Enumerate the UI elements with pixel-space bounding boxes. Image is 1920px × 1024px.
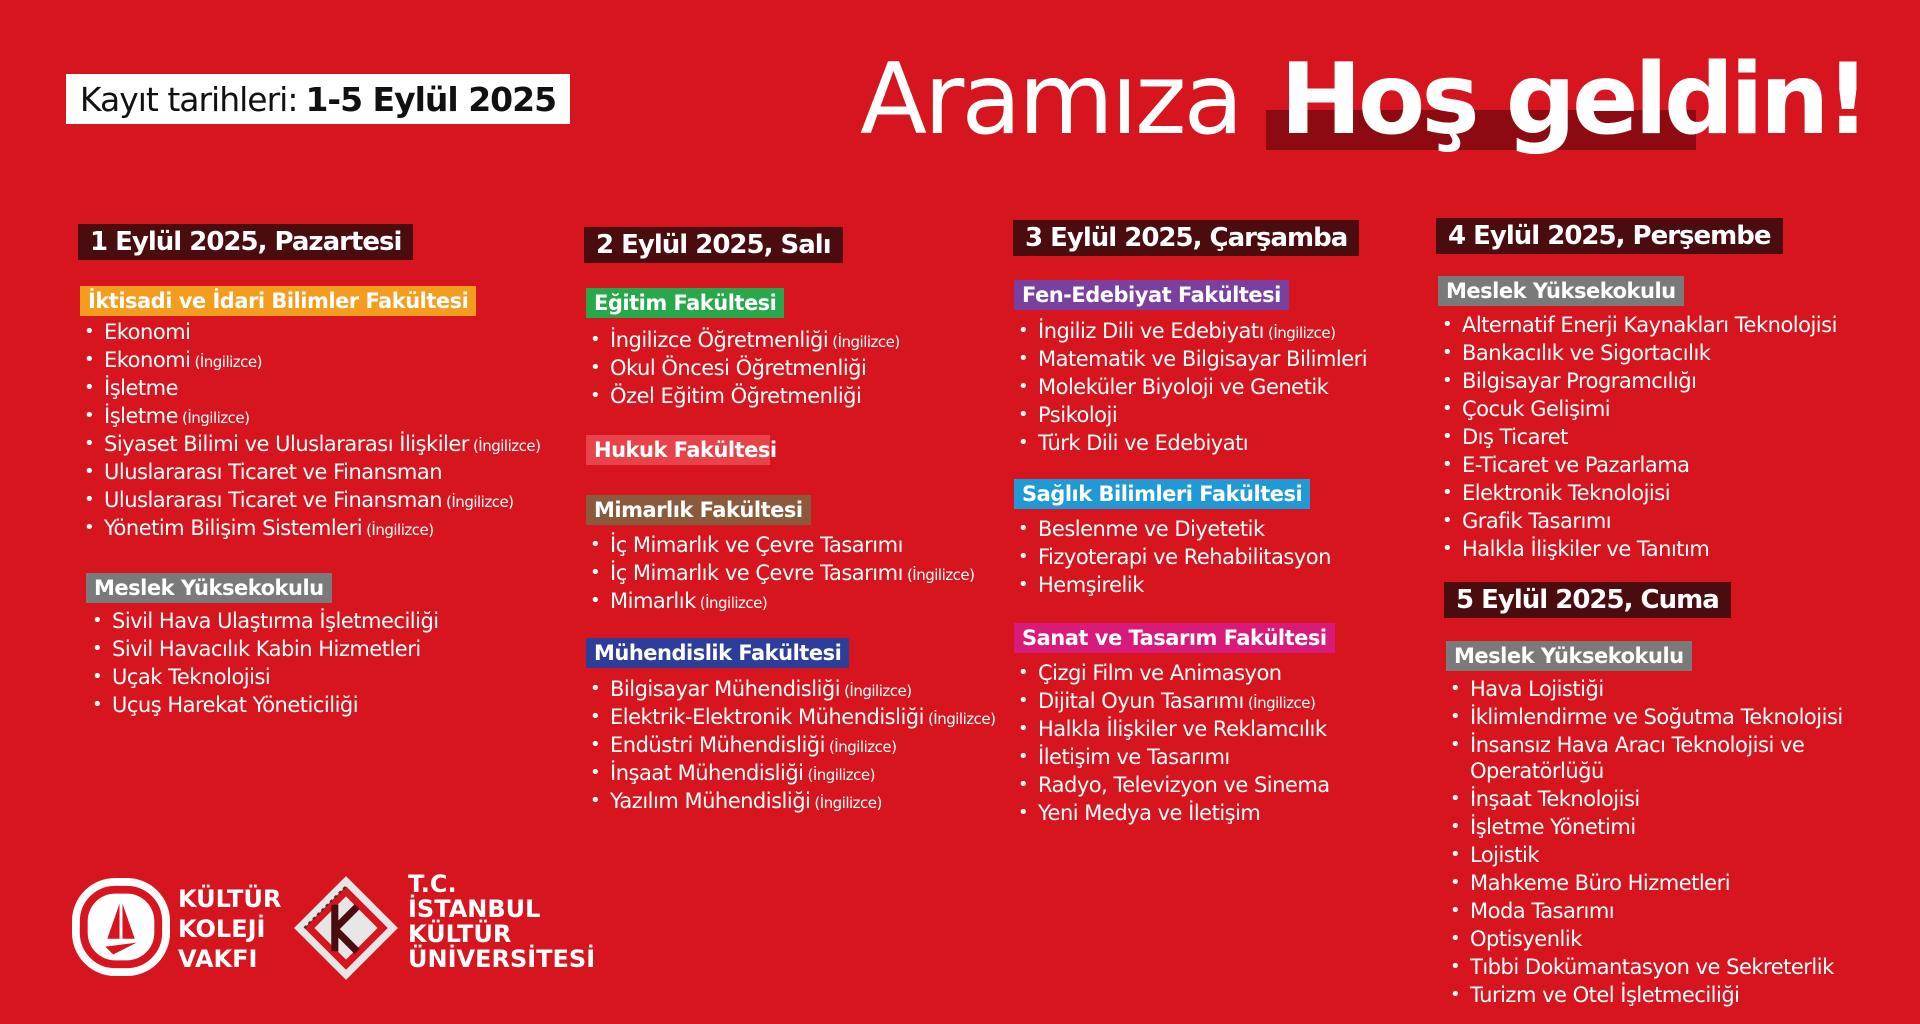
program-item [84,515,540,543]
program-name: Elektrik-Elektronik Mühendisliği [610,705,924,729]
program-item [1442,452,1841,480]
program-item [92,608,443,636]
faculty-muhendislik: Mühendislik Fakültesi [586,638,849,668]
logo2-line: İSTANBUL [408,895,541,923]
program-item [92,692,443,720]
program-name: İnşaat Mühendisliği [610,761,804,785]
headline [860,30,1870,170]
program-list-muhendislik [590,676,995,816]
program-language-note: (İngilizce) [906,566,975,584]
program-name: Turizm ve Otel İşletmeciliği [1470,983,1740,1007]
registration-dates: 1-5 Eylül 2025 [305,79,557,119]
program-name: İşletme Yönetimi [1470,815,1636,839]
logo2-line: KÜLTÜR [408,920,512,948]
program-name: Türk Dili ve Edebiyatı [1038,431,1249,455]
program-item [1450,676,1847,704]
program-name: Dijital Oyun Tasarımı [1038,689,1244,713]
program-item [84,431,540,459]
program-item [1450,814,1847,842]
program-name: İngiliz Dili ve Edebiyatı [1038,319,1264,343]
program-item [84,459,540,487]
program-item [1018,346,1371,374]
program-name: İklimlendirme ve Soğutma Teknolojisi [1470,705,1843,729]
program-name: Bilgisayar Programcılığı [1462,369,1697,393]
day-header-5: 5 Eylül 2025, Cuma [1444,582,1731,618]
program-name: Beslenme ve Diyetetik [1038,517,1265,541]
program-name: Yeni Medya ve İletişim [1038,801,1261,825]
program-name: Alternatif Enerji Kaynakları Teknolojisi [1462,313,1837,337]
program-language-note: (İngilizce) [699,594,768,612]
program-item [1018,318,1371,346]
program-item [590,704,995,732]
program-item [590,383,900,411]
program-name: Ekonomi [104,320,191,344]
program-name: Dış Ticaret [1462,425,1568,449]
program-item [92,664,443,692]
program-name: İnşaat Teknolojisi [1470,787,1640,811]
program-language-note: (İngilizce) [1267,324,1336,342]
program-item [590,532,974,560]
program-item [1450,732,1830,786]
faculty-fen-edebiyat: Fen-Edebiyat Fakültesi [1014,280,1289,310]
program-name: İngilizce Öğretmenliği [610,328,829,352]
program-name: Halkla İlişkiler ve Reklamcılık [1038,717,1327,741]
program-item [1450,926,1847,954]
program-list-sanat [1018,660,1334,828]
logo1-line: KOLEJİ [178,915,266,943]
program-name: Lojistik [1470,843,1540,867]
program-item [590,760,995,788]
program-name: İşletme [104,404,178,428]
program-list-iibf [84,319,540,543]
registration-label: Kayıt tarihleri: [79,79,298,119]
faculty-saglik: Sağlık Bilimleri Fakültesi [1014,479,1310,509]
program-name: Elektronik Teknolojisi [1462,481,1671,505]
headline-bold: Hoş geldin! [1280,43,1867,157]
program-name: Moleküler Biyoloji ve Genetik [1038,375,1329,399]
program-item [1018,544,1335,572]
program-name: Çizgi Film ve Animasyon [1038,661,1282,685]
program-name: Okul Öncesi Öğretmenliği [610,356,867,380]
program-language-note: (İngilizce) [182,409,250,427]
program-item [84,347,540,375]
program-name: Siyaset Bilimi ve Uluslararası İlişkiler [104,432,469,456]
program-name: Mahkeme Büro Hizmetleri [1470,871,1731,895]
program-list-egitim [590,327,900,411]
program-language-note: (İngilizce) [927,710,996,728]
program-item [590,588,974,616]
logo1-line: VAKFI [178,945,258,973]
program-item [1018,772,1334,800]
program-name: Optisyenlik [1470,927,1582,951]
program-language-note: (İngilizce) [807,766,876,784]
program-name: Sivil Havacılık Kabin Hizmetleri [112,637,421,661]
program-list-saglik [1018,516,1335,600]
program-language-note: (İngilizce) [814,794,882,812]
program-name: Radyo, Televizyon ve Sinema [1038,773,1330,797]
program-item [590,788,995,816]
program-language-note: (İngilizce) [828,738,897,756]
program-item [1442,508,1841,536]
program-name: Sivil Hava Ulaştırma İşletmeciliği [112,609,439,633]
program-list-fen-edebiyat [1018,318,1371,458]
program-language-note: (İngilizce) [472,437,541,455]
iku-logo-text [408,872,595,972]
program-item [1450,704,1847,732]
program-name: Tıbbi Dokümantasyon ve Sekreterlik [1470,955,1834,979]
program-item [1018,688,1334,716]
program-list-meslek-day5 [1450,676,1847,1010]
program-name: İç Mimarlık ve Çevre Tasarımı [610,533,903,557]
logo2-line: T.C. [408,870,457,898]
program-item [1018,402,1371,430]
registration-dates-box [66,74,570,124]
program-name: Hemşirelik [1038,573,1144,597]
program-language-note: (İngilizce) [832,333,900,351]
program-language-note: (İngilizce) [844,682,912,700]
program-name: Özel Eğitim Öğretmenliği [610,384,862,408]
program-item [84,319,540,347]
program-name: Yönetim Bilişim Sistemleri [104,516,363,540]
program-item [1450,842,1847,870]
faculty-egitim: Eğitim Fakültesi [586,288,784,318]
program-item [1450,898,1847,926]
program-name: Bilgisayar Mühendisliği [610,677,841,701]
program-item [84,403,540,431]
program-name: Matematik ve Bilgisayar Bilimleri [1038,347,1368,371]
iku-logo-icon [290,872,402,984]
faculty-sanat: Sanat ve Tasarım Fakültesi [1014,623,1335,653]
program-item [1018,572,1335,600]
day-header-4: 4 Eylül 2025, Perşembe [1436,218,1783,254]
program-name: Ekonomi [104,348,191,372]
program-item [1442,424,1841,452]
program-item [84,375,540,403]
program-name: Uçuş Harekat Yöneticiliği [112,693,359,717]
day-header-2: 2 Eylül 2025, Salı [584,227,843,263]
program-item [1018,516,1335,544]
program-name: Bankacılık ve Sigortacılık [1462,341,1711,365]
program-language-note: (İngilizce) [366,521,434,539]
program-name: Grafik Tasarımı [1462,509,1612,533]
program-language-note: (İngilizce) [194,353,262,371]
program-item [1018,716,1334,744]
day-header-3: 3 Eylül 2025, Çarşamba [1013,220,1359,256]
program-name: Yazılım Mühendisliği [610,789,811,813]
program-item [92,636,443,664]
program-item [1450,982,1847,1010]
program-item [1442,480,1841,508]
program-name: Moda Tasarımı [1470,899,1615,923]
faculty-iibf: İktisadi ve İdari Bilimler Fakültesi [80,286,476,316]
program-list-mimarlik [590,532,974,616]
program-name: Uluslararası Ticaret ve Finansman [104,460,443,484]
program-item [1442,312,1841,340]
headline-light: Aramıza [860,43,1241,157]
program-item [1450,786,1847,814]
program-item [590,560,974,588]
program-name: İşletme [104,376,178,400]
program-item [590,327,900,355]
day-header-1: 1 Eylül 2025, Pazartesi [78,224,413,260]
program-item [1442,340,1841,368]
faculty-meslek-day1: Meslek Yüksekokulu [86,573,332,603]
program-language-note: (İngilizce) [446,493,514,511]
program-item [1442,536,1841,564]
program-item [1450,954,1847,982]
program-name: Hava Lojistiği [1470,677,1604,701]
program-name: Uluslararası Ticaret ve Finansman [104,488,443,512]
faculty-meslek-day4: Meslek Yüksekokulu [1438,276,1684,306]
program-name: Çocuk Gelişimi [1462,397,1611,421]
program-item [590,355,900,383]
kultur-koleji-vakfi-logo-text [178,884,281,974]
logo2-line: ÜNİVERSİTESİ [408,945,596,973]
program-name: Mimarlık [610,589,696,613]
program-item [590,732,995,760]
program-name: Uçak Teknolojisi [112,665,271,689]
program-item [84,487,540,515]
kultur-koleji-vakfi-logo-icon [72,878,170,976]
program-name: İletişim ve Tasarımı [1038,745,1230,769]
program-item [1450,870,1847,898]
program-item [1018,374,1371,402]
program-name: Endüstri Mühendisliği [610,733,825,757]
logo1-line: KÜLTÜR [178,885,282,913]
program-name: İç Mimarlık ve Çevre Tasarımı [610,561,903,585]
program-list-meslek-day1 [92,608,443,720]
program-item [1442,396,1841,424]
program-item [1018,430,1371,458]
program-name: Psikoloji [1038,403,1118,427]
faculty-mimarlik: Mimarlık Fakültesi [586,495,811,525]
program-item [590,676,995,704]
program-item [1018,660,1334,688]
program-item [1018,744,1334,772]
program-language-note: (İngilizce) [1247,694,1316,712]
program-item [1442,368,1841,396]
program-name: İnsansız Hava Aracı Teknolojisi ve Operatörlüğü [1470,733,1805,783]
program-item [1018,800,1334,828]
program-name: E-Ticaret ve Pazarlama [1462,453,1690,477]
program-name: Halkla İlişkiler ve Tanıtım [1462,537,1710,561]
program-name: Fizyoterapi ve Rehabilitasyon [1038,545,1331,569]
faculty-meslek-day5: Meslek Yüksekokulu [1446,641,1692,671]
program-list-meslek-day4 [1442,312,1841,564]
faculty-hukuk: Hukuk Fakültesi [586,435,770,465]
